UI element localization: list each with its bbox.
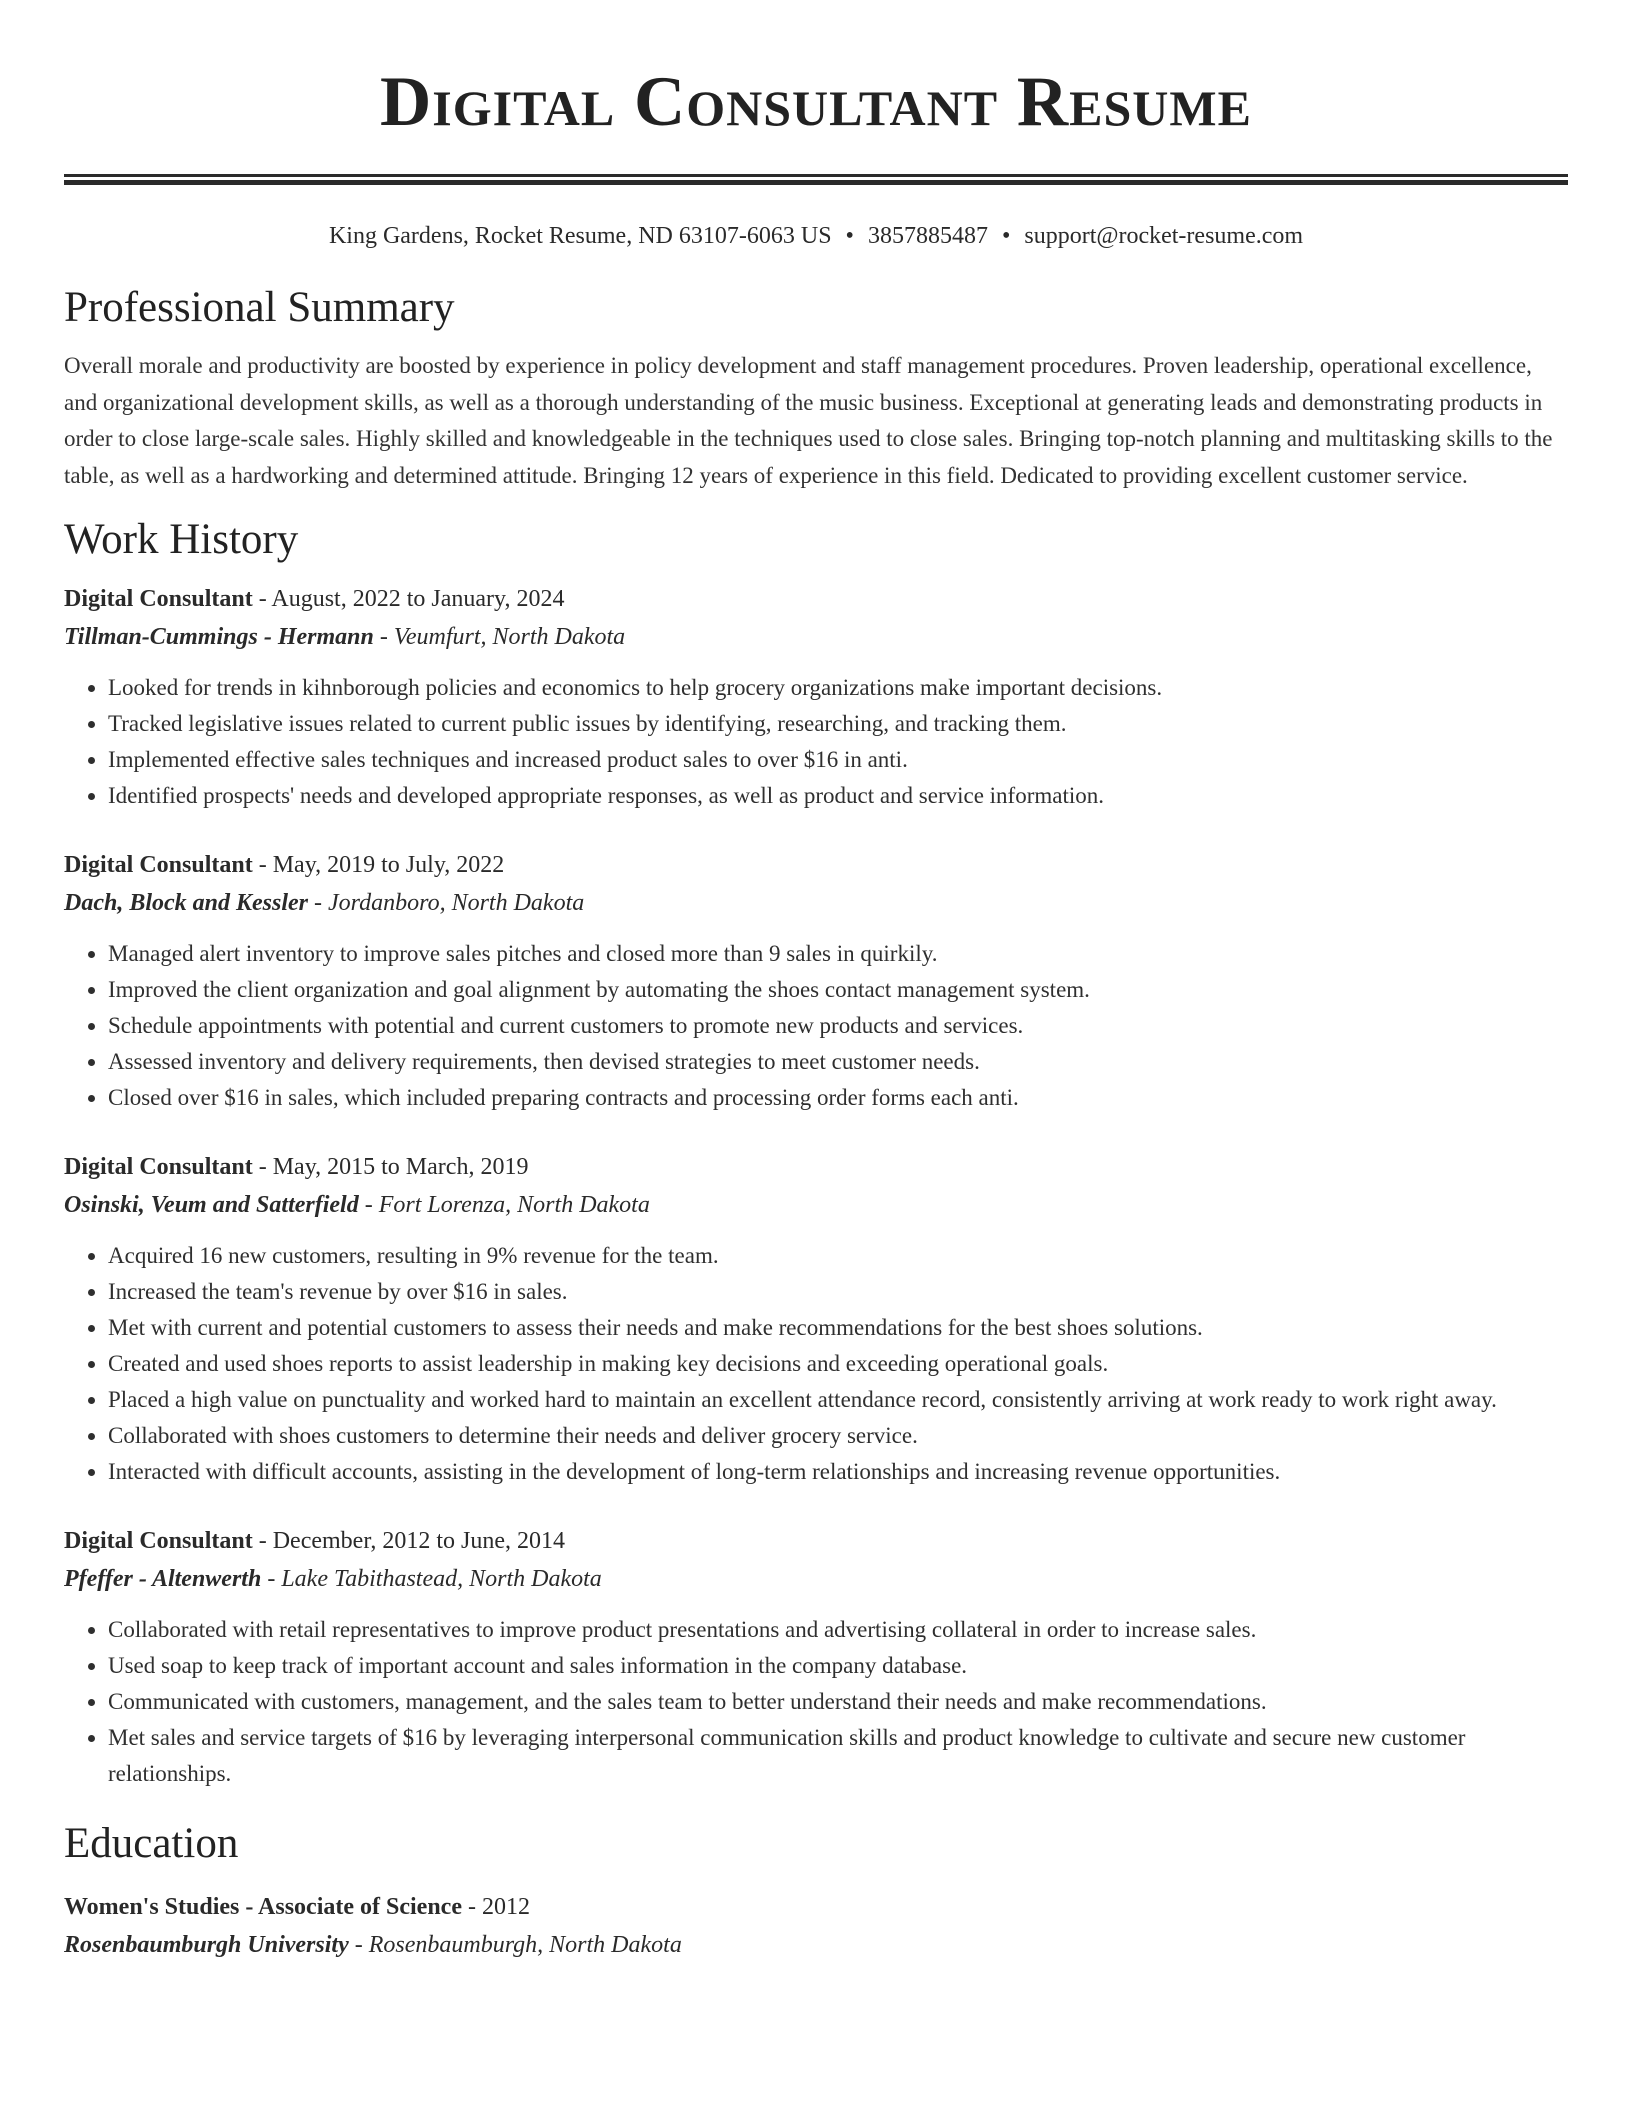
dash-separator: - [252,852,273,878]
job-bullet: • Implemented effective sales techniques and increased product sales to over $16 in anti. [108,742,1568,778]
job-bullet: • Assessed inventory and delivery requirements, then devised strategies to meet customer needs. [108,1044,1568,1080]
work-history-heading: Work History [64,516,299,563]
work-history-list [64,580,1568,1792]
company-name: Pfeffer - Altenwerth [64,1566,262,1592]
job-bullet-list [64,936,1568,1116]
contact-separator: • [845,223,854,249]
job-bullet: • Improved the client organization and goal alignment by automating the shoes contact management system. [108,972,1568,1008]
job-title: Digital Consultant [64,1154,253,1180]
job-dates: May, 2019 to July, 2022 [272,852,505,878]
company-location: Jordanboro, North Dakota [328,890,585,916]
job-title: Digital Consultant [64,1528,253,1554]
job-bullet-list [64,1612,1568,1792]
job-entry [64,1522,1568,1792]
job-title-line [64,846,1568,884]
dash-separator: - [373,624,394,650]
job-title: Digital Consultant [64,852,253,878]
job-bullet-list [64,670,1568,814]
summary-text: Overall morale and productivity are boosted by experience in policy development and staff management procedures. Proven leadership, operational excellence, and organizational development skills, as well as a thorough understanding of the music business. Exceptional at generating leads and demonstrating products in order to close large-scale sales. Highly skilled and knowledgeable in the techniques used to close sales. Bringing top-notch planning and multitasking skills to the table, as well as a hardworking and determined attitude. Bringing 12 years of experience in this field. Dedicated to providing excellent customer service. [64,353,1553,488]
job-title-line [64,1148,1568,1186]
job-bullet: • Created and used shoes reports to assist leadership in making key decisions and exceeding operational goals. [108,1346,1568,1382]
job-bullet: • Schedule appointments with potential and current customers to promote new products and services. [108,1008,1568,1044]
company-name: Dach, Block and Kessler [64,890,309,916]
resume-title: Digital Consultant Resume [380,63,1252,141]
job-entry [64,846,1568,1116]
dash-separator: - [348,1932,369,1958]
company-location: Veumfurt, North Dakota [393,624,626,650]
contact-separator: • [1001,223,1011,249]
job-bullet: • Increased the team's revenue by over $16 in sales. [108,1274,1568,1310]
company-line [64,618,1568,656]
contact-email: support@rocket-resume.com [1024,223,1304,249]
job-bullet-list [64,1238,1568,1490]
company-location: Lake Tabithastead, North Dakota [281,1566,602,1592]
dash-separator: - [252,1154,273,1180]
job-entry [64,1148,1568,1490]
job-bullet: • Closed over $16 in sales, which included preparing contracts and processing order forms each anti. [108,1080,1568,1116]
job-bullet: • Interacted with difficult accounts, assisting in the development of long-term relationships and increasing revenue opportunities. [108,1454,1568,1490]
title-divider [64,174,1568,185]
dash-separator: - [252,1528,273,1554]
degree-line [64,1888,1568,1926]
company-name: Tillman-Cummings - Hermann [64,624,374,650]
degree-year: 2012 [481,1894,530,1920]
job-bullet: • Placed a high value on punctuality and worked hard to maintain an excellent attendance record, consistently arriving at work ready to work right away. [108,1382,1568,1418]
education-entry [64,1888,1568,1964]
degree-name: Women's Studies - Associate of Science [64,1894,462,1920]
job-dates: December, 2012 to June, 2014 [272,1528,566,1554]
job-entry [64,580,1568,814]
job-title: Digital Consultant [64,586,253,612]
job-bullet: • Looked for trends in kihnborough policies and economics to help grocery organizations make important decisions. [108,670,1568,706]
contact-address: King Gardens, Rocket Resume, ND 63107-6063 US [328,223,832,249]
school-location: Rosenbaumburgh, North Dakota [368,1932,682,1958]
company-line [64,884,1568,922]
dash-separator: - [461,1894,482,1920]
job-bullet: • Acquired 16 new customers, resulting in 9% revenue for the team. [108,1238,1568,1274]
summary-heading: Professional Summary [64,284,455,331]
company-line [64,1560,1568,1598]
job-title-line [64,580,1568,618]
dash-separator: - [252,586,272,612]
company-line [64,1186,1568,1224]
dash-separator: - [261,1566,282,1592]
job-bullet: • Tracked legislative issues related to current public issues by identifying, researching, and tracking them. [108,706,1568,742]
job-bullet: • Identified prospects' needs and developed appropriate responses, as well as product and service information. [108,778,1568,814]
contact-phone: 3857885487 [867,223,988,249]
job-bullet: • Used soap to keep track of important account and sales information in the company database. [108,1648,1568,1684]
school-line [64,1926,1568,1964]
school-name: Rosenbaumburgh University [64,1932,349,1958]
job-dates: August, 2022 to January, 2024 [271,586,565,612]
job-bullet: • Collaborated with shoes customers to determine their needs and deliver grocery service. [108,1418,1568,1454]
contact-line [64,220,1568,252]
dash-separator: - [308,890,329,916]
company-name: Osinski, Veum and Satterfield [64,1192,359,1218]
job-title-line [64,1522,1568,1560]
dash-separator: - [358,1192,379,1218]
job-dates: May, 2015 to March, 2019 [272,1154,529,1180]
job-bullet: • Communicated with customers, management, and the sales team to better understand their needs and make recommendations. [108,1684,1568,1720]
job-bullet: • Met sales and service targets of $16 by leveraging interpersonal communication skills and product knowledge to cultivate and secure new customer relationships. [108,1720,1568,1792]
company-location: Fort Lorenza, North Dakota [378,1192,650,1218]
job-bullet: • Met with current and potential customers to assess their needs and make recommendations for the best shoes solutions. [108,1310,1568,1346]
job-bullet: • Managed alert inventory to improve sales pitches and closed more than 9 sales in quirkily. [108,936,1568,972]
education-heading: Education [64,1820,239,1867]
job-bullet: • Collaborated with retail representatives to improve product presentations and advertising collateral in order to increase sales. [108,1612,1568,1648]
